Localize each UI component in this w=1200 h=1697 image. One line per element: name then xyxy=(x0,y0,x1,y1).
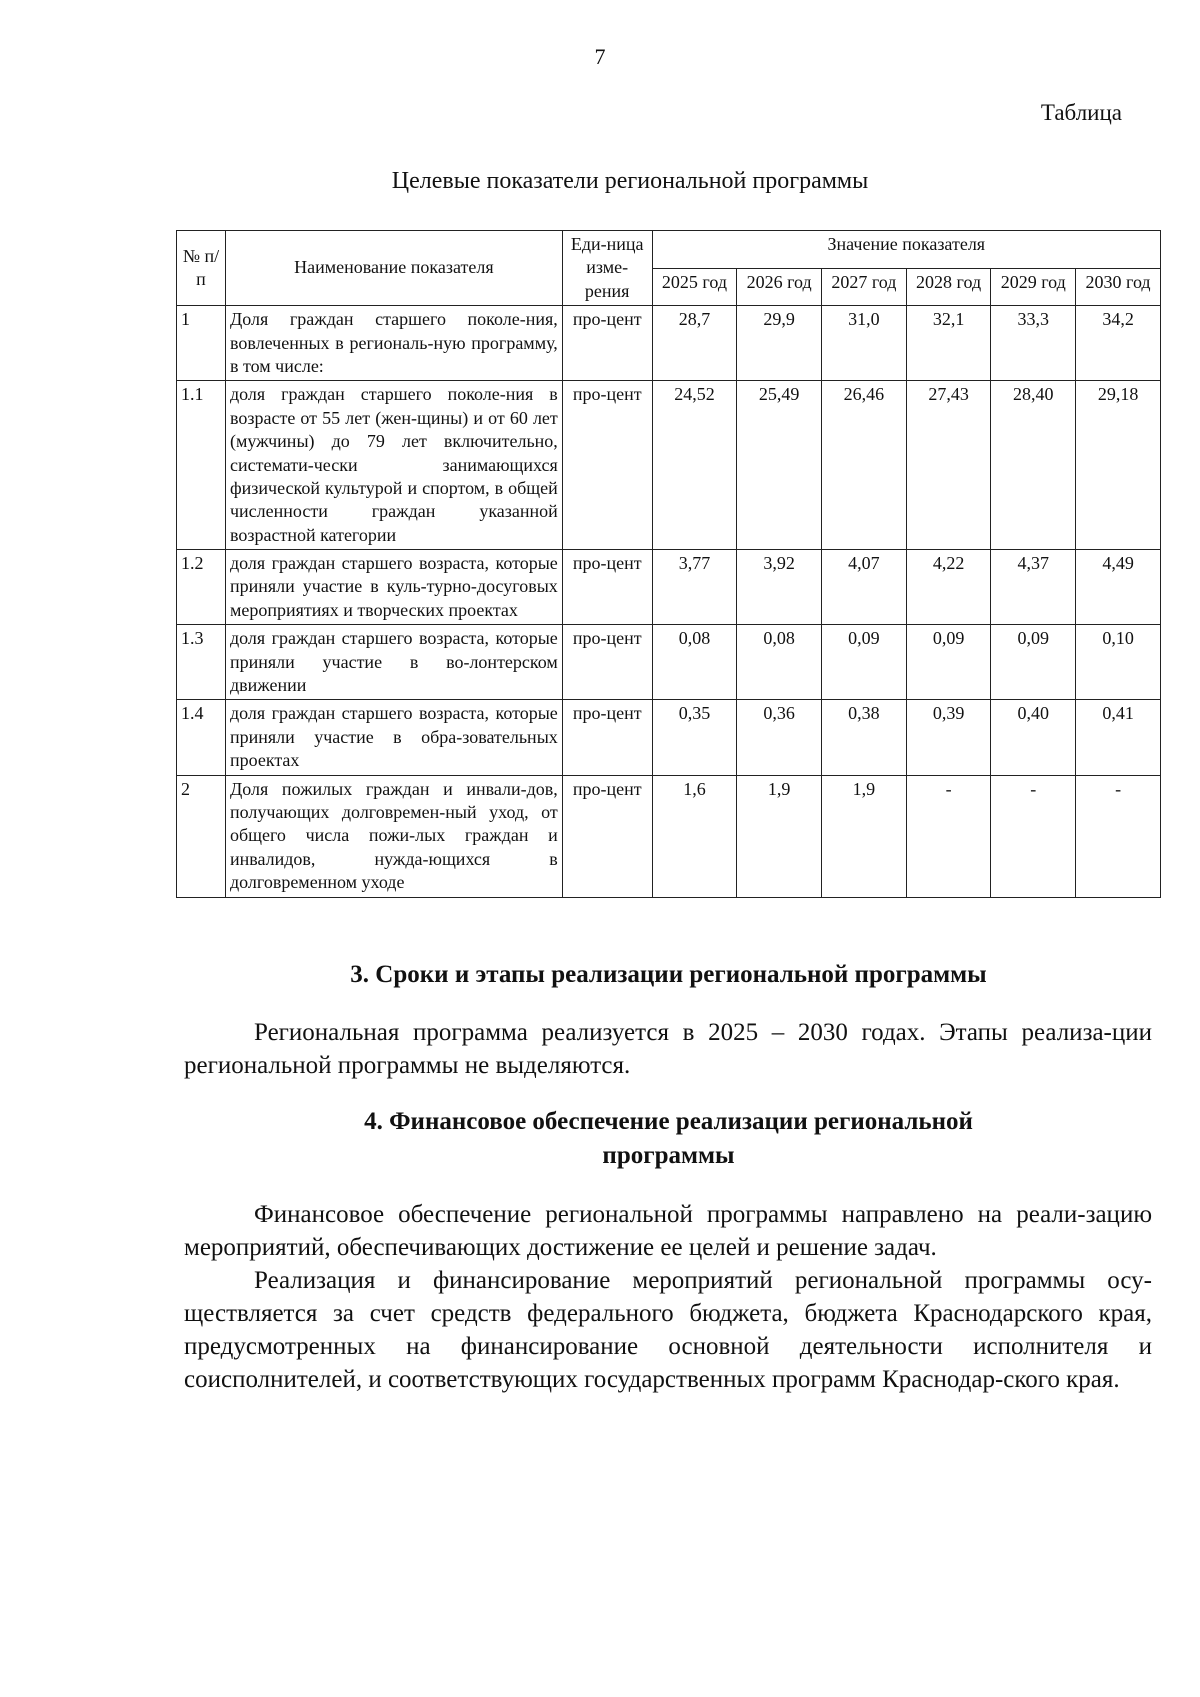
row-number: 1.1 xyxy=(177,381,226,550)
table-body xyxy=(177,306,1161,897)
row-unit: про-цент xyxy=(562,550,652,625)
row-value: 0,10 xyxy=(1076,625,1161,700)
table-row xyxy=(177,306,1161,381)
row-value: 34,2 xyxy=(1076,306,1161,381)
row-name: доля граждан старшего возраста, которые приняли участие в куль-турно-досуговых мероприятиях и творческих проектах xyxy=(225,550,562,625)
row-value: 0,40 xyxy=(991,700,1076,775)
section-3-heading: 3. Сроки и этапы реализации региональной программы xyxy=(350,961,987,988)
row-value: 1,9 xyxy=(822,775,907,897)
header-unit: Еди-ница изме-рения xyxy=(562,231,652,306)
row-value: 32,1 xyxy=(906,306,991,381)
table-row xyxy=(177,550,1161,625)
row-value: 4,49 xyxy=(1076,550,1161,625)
header-year: 2026 год xyxy=(737,268,822,306)
row-value: 29,18 xyxy=(1076,381,1161,550)
row-value: 33,3 xyxy=(991,306,1076,381)
row-value: 4,37 xyxy=(991,550,1076,625)
section-4-paragraph-2: Реализация и финансирование мероприятий региональной программы осу-ществляется за счет средств федерального бюджета, бюджета Краснодарского края, предусмотренных на финансирование основной деятельности исполнителя и соисполнителей, и соответствующих государственных программ Краснодар-ского края. xyxy=(184,1267,1152,1393)
table-row xyxy=(177,625,1161,700)
row-value: - xyxy=(906,775,991,897)
page-number: 7 xyxy=(594,44,606,69)
row-value: - xyxy=(1076,775,1161,897)
row-value: 0,09 xyxy=(991,625,1076,700)
row-name: доля граждан старшего возраста, которые приняли участие в во-лонтерском движении xyxy=(225,625,562,700)
row-value: 3,92 xyxy=(737,550,822,625)
section-4-heading: 4. Финансовое обеспечение реализации региональной программы xyxy=(364,1108,973,1169)
row-unit: про-цент xyxy=(562,381,652,550)
row-number: 1.3 xyxy=(177,625,226,700)
table-row xyxy=(177,775,1161,897)
row-name: доля граждан старшего возраста, которые приняли участие в обра-зовательных проектах xyxy=(225,700,562,775)
row-value: - xyxy=(991,775,1076,897)
section-3-paragraph: Региональная программа реализуется в 2025 – 2030 годах. Этапы реализа-ции региональной программы не выделяются. xyxy=(184,1019,1152,1079)
row-value: 28,40 xyxy=(991,381,1076,550)
header-num: № п/п xyxy=(177,231,226,306)
section-4-paragraph-1: Финансовое обеспечение региональной программы направлено на реали-зацию мероприятий, обеспечивающих достижение ее целей и решение задач. xyxy=(184,1201,1152,1261)
row-value: 0,41 xyxy=(1076,700,1161,775)
row-value: 0,08 xyxy=(652,625,737,700)
row-value: 31,0 xyxy=(822,306,907,381)
row-value: 29,9 xyxy=(737,306,822,381)
indicators-table xyxy=(176,230,1161,898)
header-value-group: Значение показателя xyxy=(652,231,1160,269)
header-year: 2030 год xyxy=(1076,268,1161,306)
row-value: 0,35 xyxy=(652,700,737,775)
row-value: 24,52 xyxy=(652,381,737,550)
row-number: 1.2 xyxy=(177,550,226,625)
row-value: 25,49 xyxy=(737,381,822,550)
row-value: 0,08 xyxy=(737,625,822,700)
table-row xyxy=(177,381,1161,550)
row-number: 1.4 xyxy=(177,700,226,775)
row-value: 3,77 xyxy=(652,550,737,625)
header-year: 2028 год xyxy=(906,268,991,306)
row-value: 1,9 xyxy=(737,775,822,897)
row-number: 1 xyxy=(177,306,226,381)
header-year: 2025 год xyxy=(652,268,737,306)
row-value: 28,7 xyxy=(652,306,737,381)
row-value: 0,09 xyxy=(906,625,991,700)
row-name: Доля граждан старшего поколе-ния, вовлеченных в региональ-ную программу, в том числе: xyxy=(225,306,562,381)
row-unit: про-цент xyxy=(562,306,652,381)
row-name: доля граждан старшего поколе-ния в возрасте от 55 лет (жен-щины) и от 60 лет (мужчины) до 79 лет включительно, системати-чески занимающихся физической культурой и спортом, в общей численности граждан указанной возрастной категории xyxy=(225,381,562,550)
row-value: 27,43 xyxy=(906,381,991,550)
row-value: 0,09 xyxy=(822,625,907,700)
row-unit: про-цент xyxy=(562,625,652,700)
table-row xyxy=(177,700,1161,775)
header-name: Наименование показателя xyxy=(225,231,562,306)
row-value: 0,38 xyxy=(822,700,907,775)
row-value: 0,36 xyxy=(737,700,822,775)
row-number: 2 xyxy=(177,775,226,897)
header-year: 2027 год xyxy=(822,268,907,306)
row-value: 1,6 xyxy=(652,775,737,897)
header-year: 2029 год xyxy=(991,268,1076,306)
row-value: 4,22 xyxy=(906,550,991,625)
table-label: Таблица xyxy=(1040,100,1122,125)
row-unit: про-цент xyxy=(562,700,652,775)
row-value: 0,39 xyxy=(906,700,991,775)
row-value: 4,07 xyxy=(822,550,907,625)
row-value: 26,46 xyxy=(822,381,907,550)
table-title: Целевые показатели региональной программы xyxy=(391,168,869,194)
row-name: Доля пожилых граждан и инвали-дов, получающих долговремен-ный уход, от общего числа пожи-лых граждан и инвалидов, нужда-ющихся в долговременном уходе xyxy=(225,775,562,897)
row-unit: про-цент xyxy=(562,775,652,897)
